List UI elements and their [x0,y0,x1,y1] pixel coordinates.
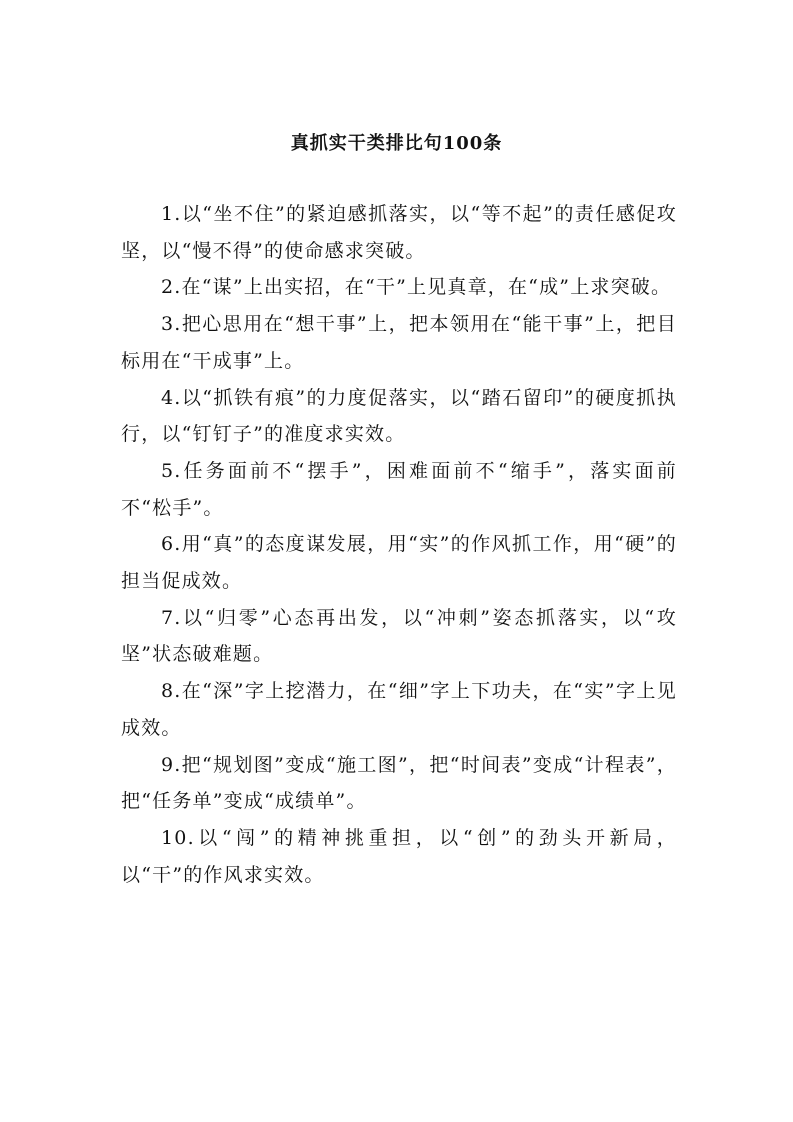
paragraph-10: 10.以“闯”的精神挑重担，以“创”的劲头开新局，以“干”的作风求实效。 [121,826,677,886]
paragraph-8: 8.在“深”字上挖潜力，在“细”字上下功夫，在“实”字上见成效。 [121,680,677,739]
paragraph-5: 5.任务面前不“摆手”，困难面前不“缩手”，落实面前不“松手”。 [121,459,677,519]
document-title: 真抓实干类排比句100条 [290,133,503,154]
paragraph-1: 1.以“坐不住”的紧迫感抓落实，以“等不起”的责任感促攻坚，以“慢不得”的使命感求突破。 [121,203,677,262]
paragraph-2: 2.在“谋”上出实招，在“干”上见真章，在“成”上求突破。 [161,276,672,299]
paragraph-6: 6.用“真”的态度谋发展，用“实”的作风抓工作，用“硬”的担当促成效。 [121,533,677,593]
paragraph-9: 9.把“规划图”变成“施工图”，把“时间表”变成“计程表”，把“任务单”变成“成绩单”。 [121,753,677,813]
paragraph-7: 7.以“归零”心态再出发，以“冲刺”姿态抓落实，以“攻坚”状态破难题。 [121,606,677,666]
paragraph-3: 3.把心思用在“想干事”上，把本领用在“能干事”上，把目标用在“干成事”上。 [121,313,677,372]
document-body [121,196,677,893]
paragraph-4: 4.以“抓铁有痕”的力度促落实，以“踏石留印”的硬度抓执行，以“钉钉子”的准度求实效。 [121,386,677,446]
